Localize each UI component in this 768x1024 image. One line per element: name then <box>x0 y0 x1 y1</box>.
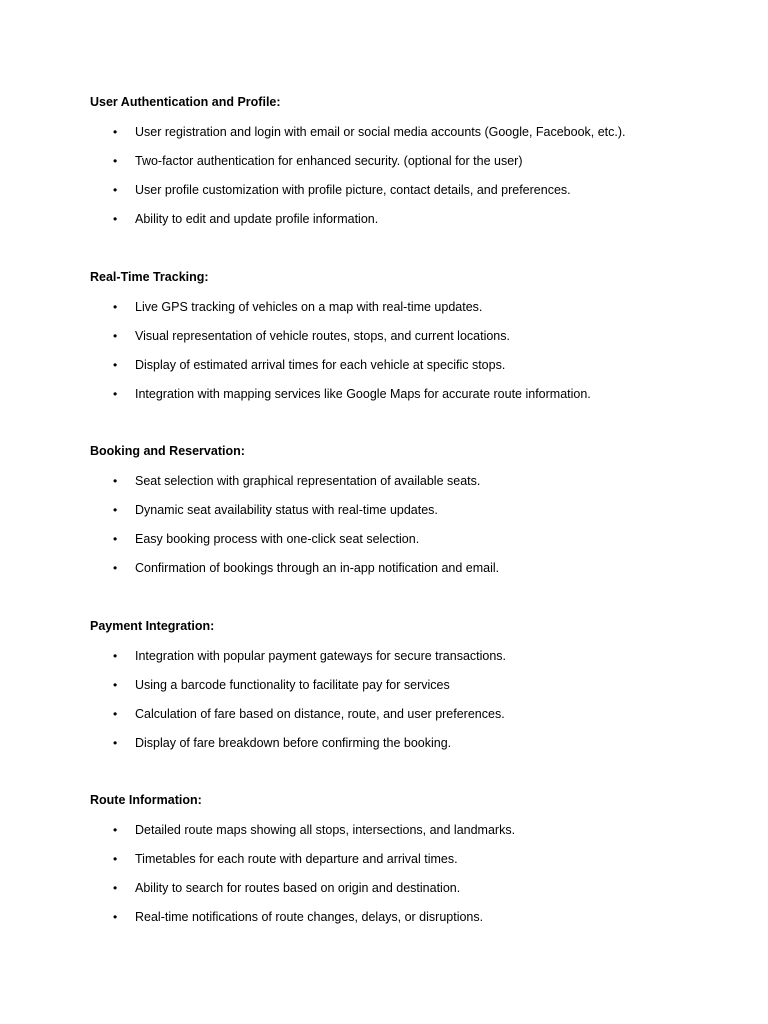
bullet-icon: • <box>113 561 118 575</box>
list-item: • Easy booking process with one-click seat selection. <box>113 532 420 546</box>
bullet-icon: • <box>113 300 118 314</box>
list-item: • Seat selection with graphical representation of available seats. <box>113 474 481 488</box>
list-item: • Integration with mapping services like Google Maps for accurate route information. <box>113 387 591 401</box>
list-item: • Two-factor authentication for enhanced security. (optional for the user) <box>113 154 523 168</box>
bullet-icon: • <box>113 910 118 924</box>
bullet-list <box>90 299 730 415</box>
bullet-icon: • <box>113 823 118 837</box>
bullet-icon: • <box>113 183 118 197</box>
bullet-list <box>90 648 730 764</box>
bullet-icon: • <box>113 329 118 343</box>
section-real-time-tracking <box>90 269 730 415</box>
list-item: • Integration with popular payment gateways for secure transactions. <box>113 649 507 663</box>
bullet-icon: • <box>113 125 118 139</box>
list-item: • Display of fare breakdown before confirming the booking. <box>113 736 452 750</box>
bullet-icon: • <box>113 212 118 226</box>
list-item: • Calculation of fare based on distance, route, and user preferences. <box>113 707 505 721</box>
list-item: • Confirmation of bookings through an in-app notification and email. <box>113 561 500 575</box>
bullet-list <box>90 822 730 938</box>
section-heading: Real-Time Tracking: <box>90 270 209 284</box>
bullet-list <box>90 124 730 240</box>
section-user-authentication <box>90 94 730 240</box>
bullet-icon: • <box>113 707 118 721</box>
list-item: • User registration and login with email or social media accounts (Google, Facebook, etc.). <box>113 125 626 139</box>
list-item: • Real-time notifications of route changes, delays, or disruptions. <box>113 910 484 924</box>
bullet-icon: • <box>113 736 118 750</box>
section-booking-reservation <box>90 443 730 589</box>
bullet-icon: • <box>113 678 118 692</box>
list-item: • Detailed route maps showing all stops, intersections, and landmarks. <box>113 823 516 837</box>
bullet-icon: • <box>113 649 118 663</box>
bullet-icon: • <box>113 503 118 517</box>
list-item: • Display of estimated arrival times for each vehicle at specific stops. <box>113 358 506 372</box>
bullet-icon: • <box>113 881 118 895</box>
list-item: • Timetables for each route with departure and arrival times. <box>113 852 458 866</box>
list-item: • Visual representation of vehicle routes, stops, and current locations. <box>113 329 510 343</box>
bullet-icon: • <box>113 387 118 401</box>
section-heading: User Authentication and Profile: <box>90 95 281 109</box>
section-payment-integration <box>90 618 730 764</box>
list-item: • Ability to edit and update profile information. <box>113 212 379 226</box>
section-route-information <box>90 792 730 938</box>
list-item: • Using a barcode functionality to facilitate pay for services <box>113 678 450 692</box>
section-heading: Payment Integration: <box>90 619 215 633</box>
list-item: • Dynamic seat availability status with real-time updates. <box>113 503 438 517</box>
list-item: • Live GPS tracking of vehicles on a map with real-time updates. <box>113 300 483 314</box>
section-heading: Booking and Reservation: <box>90 444 245 458</box>
bullet-icon: • <box>113 154 118 168</box>
list-item: • Ability to search for routes based on origin and destination. <box>113 881 461 895</box>
bullet-icon: • <box>113 358 118 372</box>
bullet-icon: • <box>113 474 118 488</box>
section-heading: Route Information: <box>90 793 202 807</box>
bullet-list <box>90 473 730 589</box>
bullet-icon: • <box>113 852 118 866</box>
list-item: • User profile customization with profile picture, contact details, and preferences. <box>113 183 571 197</box>
bullet-icon: • <box>113 532 118 546</box>
